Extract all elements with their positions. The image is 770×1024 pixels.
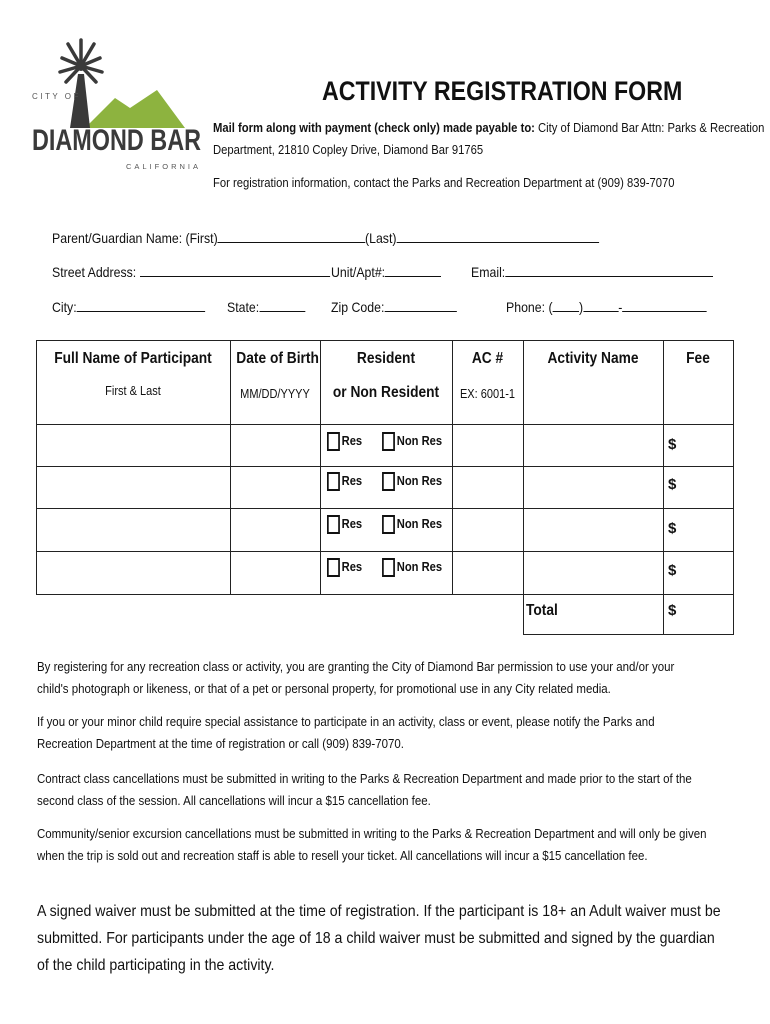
state-blank[interactable] [259, 297, 305, 312]
logo-diamond-bar: DIAMOND BAR [32, 124, 201, 157]
total-label: Total [526, 602, 558, 619]
table-border-left [36, 340, 37, 595]
phone-area-blank[interactable] [553, 297, 579, 312]
table-col-divider [230, 340, 231, 595]
fee-currency: $ [668, 520, 677, 537]
parent-first-label: Parent/Guardian Name: (First) [52, 230, 218, 246]
fee-currency: $ [668, 476, 677, 493]
nonres-checkbox[interactable] [382, 558, 395, 577]
nonres-label: Non Res [396, 432, 443, 448]
res-label: Res [341, 432, 363, 448]
header-activity-name: Activity Name [547, 350, 639, 367]
table-border-top [36, 340, 734, 341]
nonres-label: Non Res [396, 515, 443, 531]
header-resident-sub: or Non Resident [332, 384, 440, 401]
header-fee: Fee [686, 350, 710, 367]
city-blank[interactable] [77, 297, 205, 312]
parent-first-blank[interactable] [218, 228, 366, 243]
city-logo [30, 36, 202, 176]
resident-choice-row-2 [327, 472, 442, 491]
special-assistance-paragraph: If you or your minor child require special assistance to participate in an activity, class or event, please notify the Parks and Recreation Department at the time of registration or call (909) 839-7070. [37, 715, 655, 751]
street-blank[interactable] [140, 262, 330, 277]
resident-choice-row-1 [327, 432, 442, 451]
phone-prefix-blank[interactable] [583, 297, 618, 312]
res-label: Res [341, 515, 363, 531]
mail-instructions-bold: Mail form along with payment (check only) made payable to: [213, 121, 535, 135]
total-currency: $ [668, 602, 677, 619]
street-field[interactable] [52, 262, 330, 280]
table-row-divider [36, 508, 734, 509]
contact-info: For registration information, contact the Parks and Recreation Department at (909) 839-7070 [213, 176, 675, 190]
phone-label: Phone: ( [506, 299, 553, 315]
table-col-divider [452, 340, 453, 595]
res-label: Res [341, 472, 363, 488]
mail-instructions [213, 121, 764, 135]
table-border-right [733, 340, 734, 635]
total-row-bottom [523, 634, 734, 635]
contract-cancellation-paragraph: Contract class cancellations must be submitted in writing to the Parks & Recreation Department and made prior to the start of the second class of the session. All cancellations will incur a $15 cancellation fee. [37, 772, 692, 808]
parent-last-label: (Last) [365, 230, 397, 246]
parent-last-field[interactable] [365, 228, 599, 246]
nonres-checkbox[interactable] [382, 432, 395, 451]
header-ac-sub: EX: 6001-1 [459, 387, 516, 401]
email-label: Email: [471, 264, 506, 280]
resident-choice-row-3 [327, 515, 442, 534]
header-dob-sub: MM/DD/YYYY [240, 387, 310, 401]
street-label: Street Address: [52, 264, 137, 280]
state-label: State: [227, 299, 260, 315]
parent-last-blank[interactable] [397, 228, 599, 243]
email-blank[interactable] [505, 262, 713, 277]
phone-field[interactable] [506, 297, 707, 315]
header-dob: Date of Birth [236, 350, 319, 367]
phone-paren: ) [578, 299, 584, 315]
waiver-notice: A signed waiver must be submitted at the time of registration. If the participant is 18+ an Adult waiver must be submitted. For participants under the age of 18 a child waiver must be submitted and signed by the guardian of the child participating in the activity. [37, 903, 721, 974]
resident-choice-row-4 [327, 558, 442, 577]
nonres-label: Non Res [396, 558, 443, 574]
res-checkbox[interactable] [327, 515, 340, 534]
res-checkbox[interactable] [327, 472, 340, 491]
table-col-divider [523, 340, 524, 635]
state-field[interactable] [227, 297, 305, 315]
logo-california: CALIFORNIA [126, 162, 202, 171]
header-resident: Resident [356, 350, 416, 367]
unit-blank[interactable] [385, 262, 441, 277]
res-checkbox[interactable] [327, 558, 340, 577]
nonres-label: Non Res [396, 472, 443, 488]
mail-address: Department, 21810 Copley Drive, Diamond Bar 91765 [213, 143, 484, 157]
fee-currency: $ [668, 436, 677, 453]
table-row-divider [36, 424, 734, 425]
form-title: ACTIVITY REGISTRATION FORM [322, 76, 683, 106]
city-label: City: [52, 299, 77, 315]
nonres-checkbox[interactable] [382, 472, 395, 491]
nonres-checkbox[interactable] [382, 515, 395, 534]
zip-field[interactable] [331, 297, 457, 315]
table-row-divider [36, 551, 734, 552]
parent-first-field[interactable] [52, 228, 366, 246]
table-col-divider [320, 340, 321, 595]
unit-field[interactable] [331, 262, 441, 280]
logo-city-of: CITY OF [32, 92, 81, 101]
header-full-name: Full Name of Participant [54, 350, 212, 367]
fee-currency: $ [668, 562, 677, 579]
zip-blank[interactable] [384, 297, 456, 312]
phone-dash: - [618, 299, 623, 315]
unit-label: Unit/Apt#: [331, 264, 386, 280]
table-row-divider [36, 594, 734, 595]
header-full-name-sub: First & Last [105, 384, 161, 398]
table-col-divider [663, 340, 664, 635]
table-row-divider [36, 466, 734, 467]
excursion-cancellation-paragraph: Community/senior excursion cancellations must be submitted in writing to the Parks & Recreation Department and will only be given when the trip is sold out and recreation staff is able to resell your ticket. All cancellations will incur a $15 cancellation fee. [37, 827, 707, 863]
res-label: Res [341, 558, 363, 574]
registration-table [36, 340, 734, 635]
photo-release-paragraph: By registering for any recreation class or activity, you are granting the City of Diamond Bar permission to use your and/or your child's photograph or likeness, or that of a pet or personal property, for promotional use in any City related media. [37, 660, 675, 696]
phone-line-blank[interactable] [622, 297, 706, 312]
zip-label: Zip Code: [331, 299, 385, 315]
res-checkbox[interactable] [327, 432, 340, 451]
email-field[interactable] [471, 262, 713, 280]
city-field[interactable] [52, 297, 205, 315]
mail-instructions-rest: City of Diamond Bar Attn: Parks & Recreation [534, 121, 765, 135]
header-ac: AC # [471, 350, 504, 367]
